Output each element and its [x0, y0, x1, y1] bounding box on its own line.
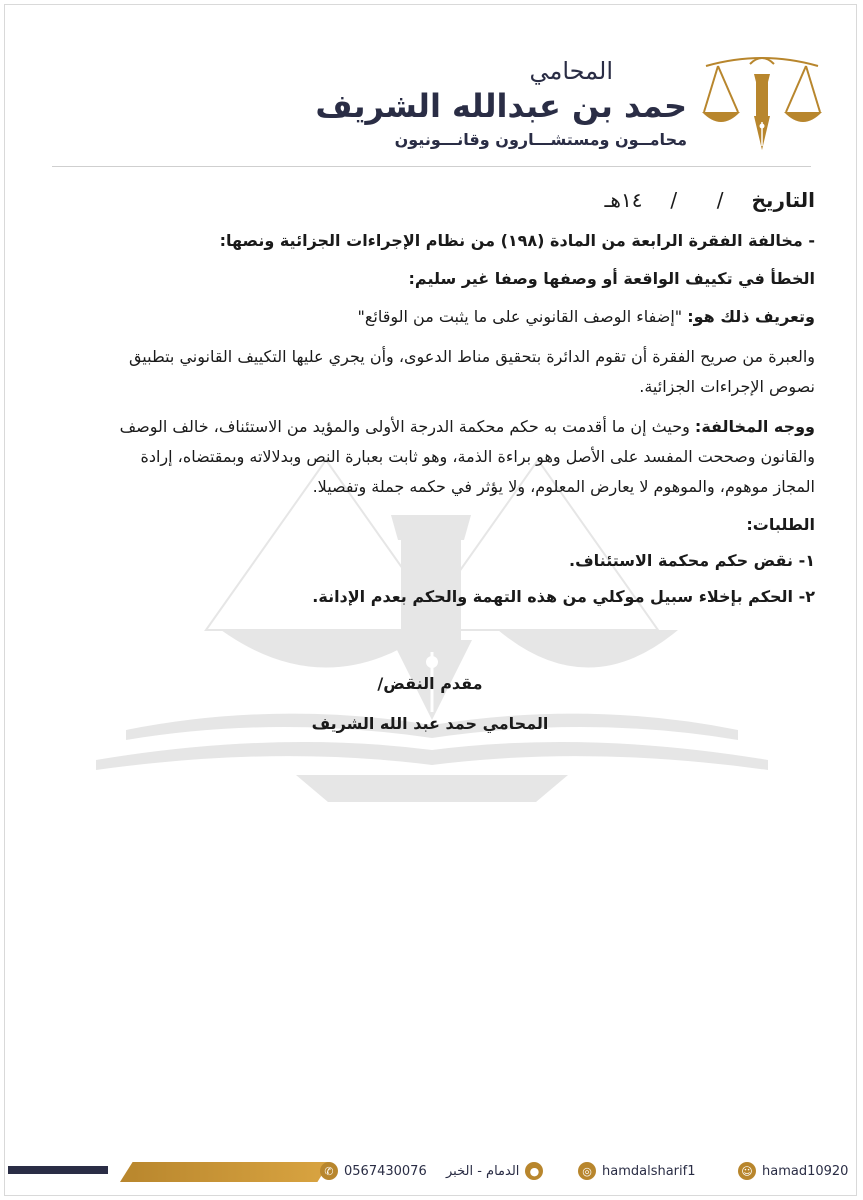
instagram-handle: hamdalsharif1	[602, 1163, 696, 1179]
brand-title-line1: المحامي	[529, 57, 613, 85]
footer	[8, 1156, 855, 1192]
rationale-paragraph: والعبرة من صريح الفقرة أن تقوم الدائرة بتحقيق مناط الدعوى، وأن يجري عليها التكييف القانوني بتطبيق نصوص الإجراءات الجزائية.	[128, 347, 815, 396]
scales-logo-icon	[698, 52, 826, 152]
requests-heading: الطلبات:	[746, 515, 815, 534]
violation-heading: - مخالفة الفقرة الرابعة من المادة (١٩٨) من نظام الإجراءات الجزائية ونصها:	[219, 231, 815, 250]
date-suffix: ١٤هـ	[604, 188, 643, 212]
location-text: الدمام - الخبر	[446, 1163, 520, 1179]
definition-text: "إضفاء الوصف القانوني على ما يثبت من الوقائع"	[357, 307, 688, 326]
letter-body	[118, 226, 815, 612]
definition-paragraph	[118, 302, 815, 332]
footer-bar-gold	[120, 1162, 330, 1182]
contact-phone[interactable]	[320, 1158, 427, 1184]
whatsapp-icon: ✆	[320, 1162, 338, 1180]
date-separator: /	[716, 188, 724, 212]
contact-instagram[interactable]	[578, 1158, 695, 1184]
violation-aspect-paragraph	[118, 412, 815, 502]
firm-brand	[267, 56, 687, 152]
contact-location[interactable]	[446, 1158, 543, 1184]
brand-tagline: محامــون ومستشـــارون وقانـــونيون	[394, 130, 687, 149]
location-icon: ●	[525, 1162, 543, 1180]
phone-number: 0567430076	[344, 1163, 427, 1179]
error-heading: الخطأ في تكييف الواقعة أو وصفها وصفا غير سليم:	[408, 269, 815, 288]
snapchat-handle: hamad10920	[762, 1163, 849, 1179]
date-separator: /	[670, 188, 678, 212]
footer-bar-dark	[8, 1166, 108, 1174]
date-line	[605, 188, 815, 212]
signature-title: مقدم النقض/	[377, 674, 483, 693]
instagram-icon: ◎	[578, 1162, 596, 1180]
brand-title-line2: حمد بن عبدالله الشريف	[315, 87, 687, 125]
request-item: ٢- الحكم بإخلاء سبيل موكلي من هذه التهمة والحكم بعدم الإدانة.	[312, 587, 815, 606]
definition-label: وتعريف ذلك هو:	[687, 307, 815, 326]
violation-aspect-label: ووجه المخالفة:	[694, 417, 815, 436]
header-divider	[52, 166, 811, 167]
date-label: التاريخ	[751, 188, 815, 212]
contact-snapchat[interactable]	[738, 1158, 848, 1184]
request-item: ١- نقض حكم محكمة الاستئناف.	[569, 551, 815, 570]
snapchat-icon: ☺	[738, 1162, 756, 1180]
violation-aspect-text: وحيث إن ما أقدمت به حكم محكمة الدرجة الأولى والمؤيد من الاستئناف، خالف الوصف والقانون وصححت المفسد على الأصل وهو براءة الذمة، وهو ثابت بعبارة النص وبدلالاته وبمقتضاه، إرادة المجاز موهوم، والموهوم لا يعارض المعلوم، ولا يؤثر في حكمه جملة وتفصيلا.	[119, 417, 815, 496]
signature-name: المحامي حمد عبد الله الشريف	[311, 714, 549, 733]
